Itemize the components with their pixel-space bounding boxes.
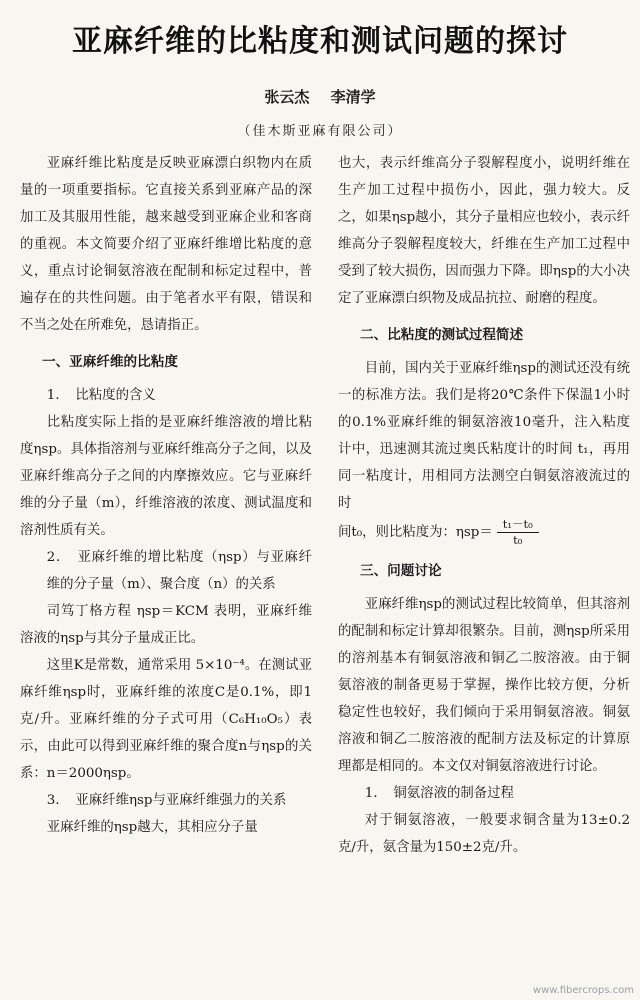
affiliation: （佳木斯亚麻有限公司） (237, 124, 403, 139)
left-column (20, 150, 312, 995)
body-paragraph: 亚麻纤维ηsp的测试过程比较简单，但其溶剂的配制和标定计算却很繁杂。目前，测ηsp所采用的溶剂基本有铜氨溶液和铜乙二胺溶液。由于铜氨溶液的制备更易于掌握，操作比较方便，分析稳定性也较好，我们倾向于采用铜氨溶液。铜氨溶液和铜乙二胺溶液的配制方法及标定的计算原理都是相同的。本文仅对铜氨溶液进行讨论。 (338, 597, 630, 774)
formula-numerator: t₁－t₀ (497, 517, 539, 533)
formula-prefix: 间t₀，则比粘度为：ηsp＝ (338, 525, 493, 540)
body-paragraph: 对于铜氨溶液，一般要求铜含量为13±0.2克/升，氨含量为150±2克/升。 (338, 813, 630, 855)
section-1-heading: 一、亚麻纤维的比粘度 (42, 354, 178, 370)
specific-viscosity-formula (338, 517, 630, 548)
section-2-heading: 二、比粘度的测试过程简述 (360, 327, 524, 343)
site-watermark: www.fibercrops.com (532, 985, 634, 996)
subsection-3-1-heading: 1． 铜氨溶液的制备过程 (364, 786, 514, 801)
right-column (338, 150, 630, 995)
subsection-1-3-heading: 3． 亚麻纤维ηsp与亚麻纤维强力的关系 (46, 793, 287, 808)
abstract-paragraph: 亚麻纤维比粘度是反映亚麻漂白织物内在质量的一项重要指标。它直接关系到亚麻产品的深加工及其服用性能，越来越受到亚麻企业和客商的重视。本文简要介绍了亚麻纤维增比粘度的意义，重点讨论铜氨溶液在配制和标定过程中，普遍存在的共性问题。由于笔者水平有限，错误和不当之处在所难免，恳请指正。 (20, 156, 312, 333)
author-1: 张云杰 (264, 88, 310, 106)
paper-title: 亚麻纤维的比粘度和测试问题的探讨 (72, 24, 568, 59)
author-line (0, 86, 640, 107)
author-2: 李清学 (330, 88, 376, 106)
subsection-1-2-heading: 2． 亚麻纤维的增比粘度（ηsp）与亚麻纤维的分子量（m）、聚合度（n）的关系 (46, 550, 312, 592)
body-paragraph: 亚麻纤维的ηsp越大，其相应分子量 (46, 820, 258, 835)
section-3-heading: 三、问题讨论 (360, 563, 442, 579)
formula-denominator: t₀ (513, 533, 523, 547)
body-paragraph: 司笃丁格方程 ηsp＝KCM 表明，亚麻纤维溶液的ηsp与其分子量成正比。 (20, 604, 312, 646)
body-paragraph: 比粘度实际上指的是亚麻纤维溶液的增比粘度ηsp。具体指溶剂与亚麻纤维高分子之间，以及亚麻纤维高分子之间的内摩擦效应。它与亚麻纤维的分子量（m），纤维溶液的浓度、测试温度和溶剂性质有关。 (20, 415, 312, 538)
formula-fraction (497, 517, 539, 548)
body-paragraph: 目前，国内关于亚麻纤维ηsp的测试还没有统一的标准方法。我们是将20℃条件下保温1小时的0.1%亚麻纤维的铜氨溶液10毫升，注入粘度计中，迅速测其流过奥氏粘度计的时间 t₁，再用同一粘度计，用相同方法测空白铜氨溶液流过的时 (338, 361, 630, 511)
body-paragraph: 这里K是常数，通常采用 5×10⁻⁴。在测试亚麻纤维ηsp时，亚麻纤维的浓度C是0.1%，即1克/升。亚麻纤维的分子式可用（C₆H₁₀O₅）表示，由此可以得到亚麻纤维的聚合度n与ηsp的关系：n＝2000ηsp。 (20, 658, 312, 781)
body-paragraph: 也大，表示纤维高分子裂解程度小，说明纤维在生产加工过程中损伤小，因此，强力较大。反之，如果ηsp越小，其分子量相应也较小，表示纤维高分子裂解程度较大，纤维在生产加工过程中受到了较大损伤，因而强力下降。即ηsp的大小决定了亚麻漂白织物及成品抗拉、耐磨的程度。 (338, 156, 630, 306)
subsection-1-1-heading: 1． 比粘度的含义 (46, 388, 156, 403)
